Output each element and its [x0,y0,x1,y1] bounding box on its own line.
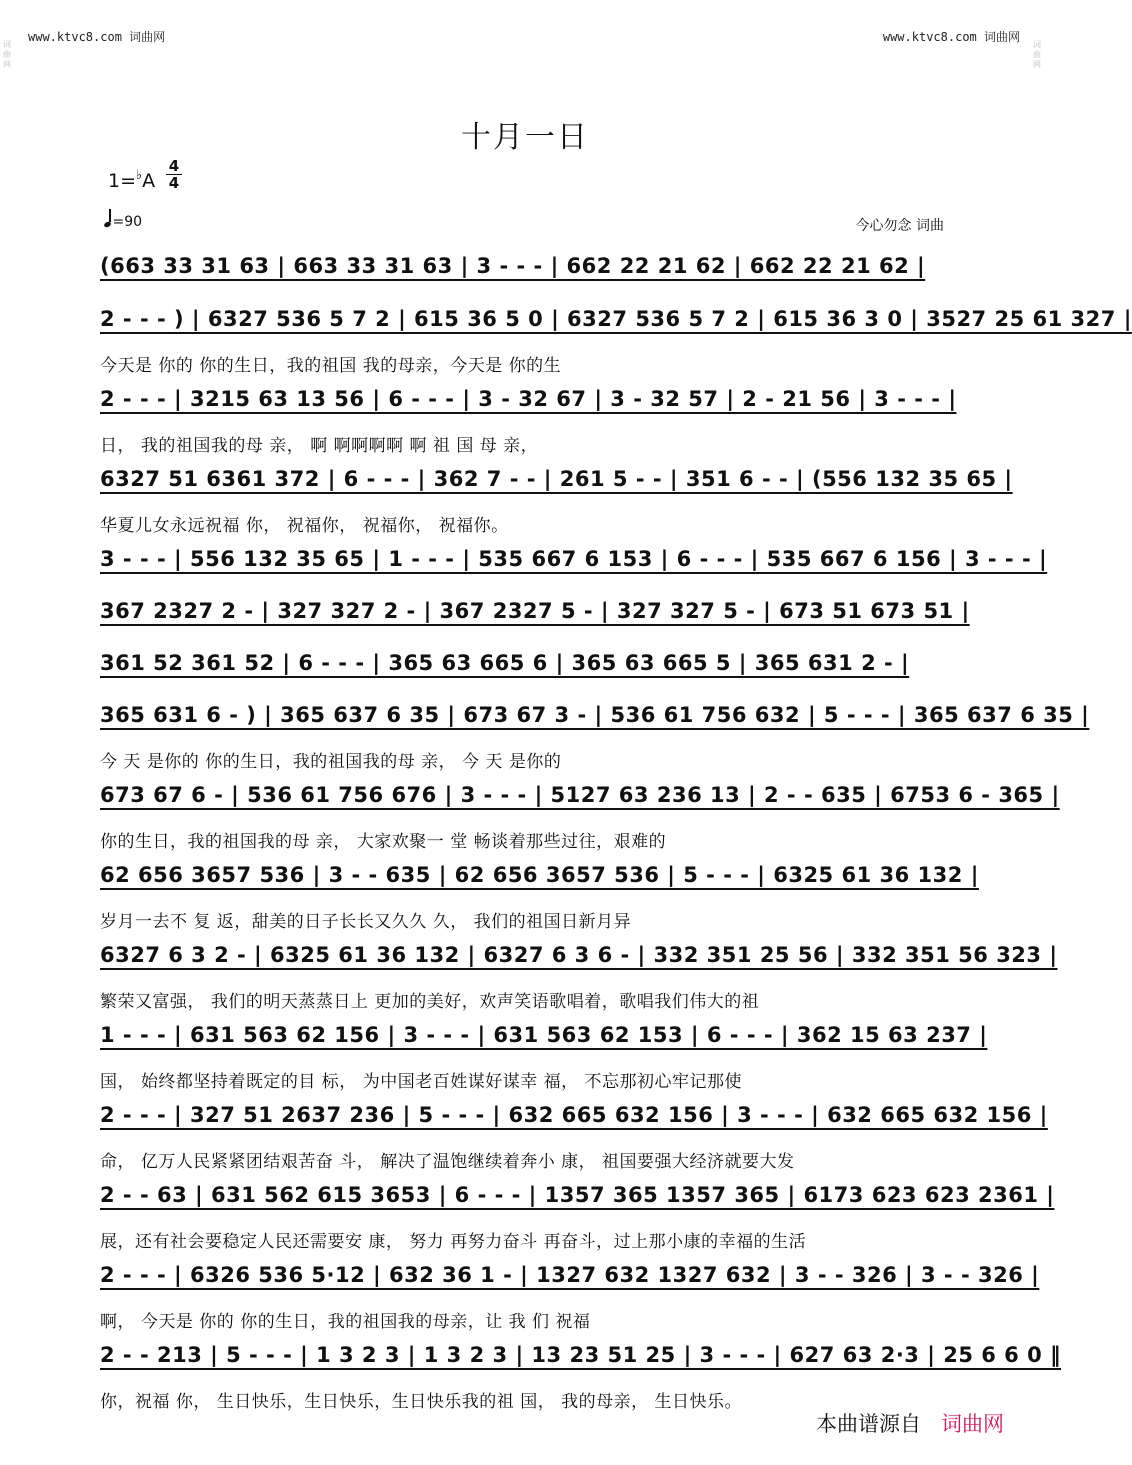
watermark-left: www.ktvc8.com 词曲网 [28,30,166,44]
lyrics-line: 命， 亿万人民紧紧团结艰苦奋 斗， 解决了温饱继续着奔小 康， 祖国要强大经济就要大发 [100,1152,795,1172]
tempo-marking [104,213,142,230]
key-prefix: 1= [108,170,137,192]
notation-line: 3 - - - | 556 132 35 65 | 1 - - - | 535 667 6 153 | 6 - - - | 535 667 6 156 | 3 - - - | [100,547,1048,571]
time-denominator: 4 [168,174,180,192]
notation-line: 6327 6 3 2 - | 6325 61 36 132 | 6327 6 3 6 - | 332 351 25 56 | 332 351 56 323 | [100,943,1058,967]
lyrics-line: 啊， 今天是 你的 你的生日，我的祖国我的母亲，让 我 们 祝福 [100,1312,591,1332]
lyrics-line: 国， 始终都坚持着既定的目 标， 为中国老百姓谋好谋幸 福， 不忘那初心牢记那使 [100,1072,743,1092]
notation-line: 361 52 361 52 | 6 - - - | 365 63 665 6 | 365 63 665 5 | 365 631 2 - | [100,651,910,675]
lyrics-line: 你的生日，我的祖国我的母 亲， 大家欢聚一 堂 畅谈着那些过往，艰难的 [100,832,667,852]
notation-line: 673 67 6 - | 536 61 756 676 | 3 - - - | 5127 63 236 13 | 2 - - 635 | 6753 6 - 365 | [100,783,1060,807]
notation-line: 367 2327 2 - | 327 327 2 - | 367 2327 5 - | 327 327 5 - | 673 51 673 51 | [100,599,970,623]
key-signature [108,170,155,192]
quarter-note-stem [109,209,111,222]
credit: 今心勿念 词曲 [855,218,944,234]
lyrics-line: 今 天 是你的 你的生日，我的祖国我的母 亲， 今 天 是你的 [100,752,562,772]
notation-line: (663 33 31 63 | 663 33 31 63 | 3 - - - | 662 22 21 62 | 662 22 21 62 | [100,254,926,278]
footer-brand-link[interactable]: 词曲网 [941,1412,1004,1436]
notation-line: 2 - - 213 | 5 - - - | 1 3 2 3 | 1 3 2 3 | 13 23 51 25 | 3 - - - | 627 63 2·3 | 25 6 6 0 ‖ [100,1343,1062,1367]
lyrics-line: 日， 我的祖国我的母 亲， 啊 啊啊啊啊 啊 祖 国 母 亲， [100,436,539,456]
notation-line: 6327 51 6361 372 | 6 - - - | 362 7 - - | 261 5 - - | 351 6 - - | (556 132 35 65 | [100,467,1013,491]
side-watermark-left: 词曲网 [3,40,11,69]
time-numerator: 4 [166,158,182,175]
notation-line: 2 - - - | 6326 536 5·12 | 632 36 1 - | 1327 632 1327 632 | 3 - - 326 | 3 - - 326 | [100,1263,1040,1287]
lyrics-line: 岁月一去不 复 返，甜美的日子长长又久久 久， 我们的祖国日新月异 [100,912,632,932]
time-signature [166,158,182,191]
song-title: 十月一日 [461,120,589,155]
side-watermark-right: 词曲网 [1033,40,1041,69]
footer-source-text: 本曲谱源自 [816,1412,921,1436]
notation-line: 2 - - 63 | 631 562 615 3653 | 6 - - - | 1357 365 1357 365 | 6173 623 623 2361 | [100,1183,1055,1207]
key-note: A [142,170,156,192]
flat-symbol: ♭ [136,168,143,183]
lyrics-line: 你，祝福 你， 生日快乐，生日快乐，生日快乐我的祖 国， 我的母亲， 生日快乐。 [100,1392,743,1412]
footer-source [816,1408,1004,1438]
notation-line: 2 - - - | 3215 63 13 56 | 6 - - - | 3 - 32 67 | 3 - 32 57 | 2 - 21 56 | 3 - - - | [100,387,957,411]
notation-line: 2 - - - | 327 51 2637 236 | 5 - - - | 632 665 632 156 | 3 - - - | 632 665 632 156 | [100,1103,1048,1127]
lyrics-line: 华夏儿女永远祝福 你， 祝福你， 祝福你， 祝福你。 [100,516,509,536]
notation-line: 2 - - - ) | 6327 536 5 7 2 | 615 36 5 0 | 6327 536 5 7 2 | 615 36 3 0 | 3527 25 61 327 | [100,307,1132,331]
notation-line: 365 631 6 - ) | 365 637 6 35 | 673 67 3 - | 536 61 756 632 | 5 - - - | 365 637 6 35 | [100,703,1090,727]
tempo-value: =90 [112,214,143,230]
notation-line: 62 656 3657 536 | 3 - - 635 | 62 656 3657 536 | 5 - - - | 6325 61 36 132 | [100,863,979,887]
lyrics-line: 繁荣又富强， 我们的明天蒸蒸日上 更加的美好，欢声笑语歌唱着，歌唱我们伟大的祖 [100,992,760,1012]
lyrics-line: 今天是 你的 你的生日，我的祖国 我的母亲，今天是 你的生 [100,356,562,376]
watermark-right: www.ktvc8.com 词曲网 [882,30,1020,44]
lyrics-line: 展，还有社会要稳定人民还需要安 康， 努力 再努力奋斗 再奋斗，过上那小康的幸福的生活 [100,1232,807,1252]
notation-line: 1 - - - | 631 563 62 156 | 3 - - - | 631 563 62 153 | 6 - - - | 362 15 63 237 | [100,1023,988,1047]
